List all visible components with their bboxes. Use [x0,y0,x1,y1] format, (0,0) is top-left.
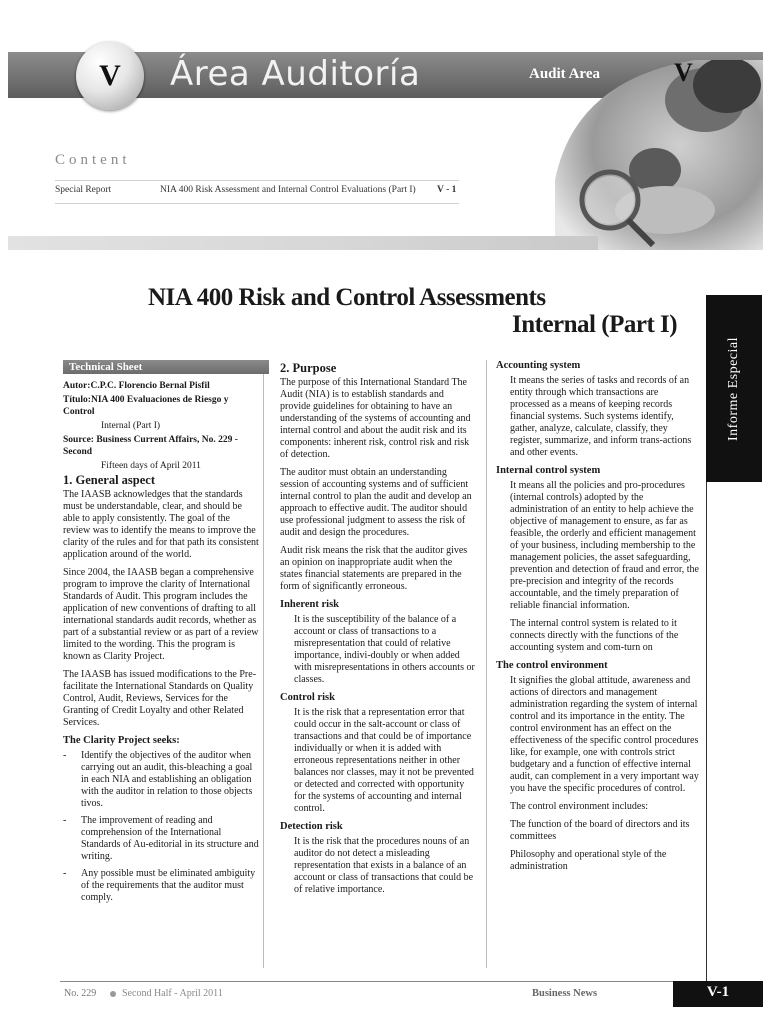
list-item: - Identify the objectives of the auditor when carrying out an audit, this-bleaching a goal in each NIA and establishing an obligation with the auditor in relation to those objects tivos. [63,750,253,809]
paragraph: It means the series of tasks and records of an entity through which transactions are processed as a means of keeping records financial systems. Such systems identify, gather, analyze, calculate, classify, they register, summarize, and inform trans-actions and other events. [510,375,692,458]
article-title-line2: Internal (Part I) [512,311,678,338]
footer-rule [60,981,706,982]
subheading: Control risk [280,692,335,703]
subheading: Detection risk [280,821,343,832]
issue-date: Second Half - April 2011 [122,988,223,999]
paragraph: It is the risk that a representation error that could occur in the salt-account or class of transactions and that could be of importance individually or when it is added with erroneous representations neither in other balances nor classes, may it not be prevented or detected and corrected with opportunity for the systems of accounting and internal control. [294,707,474,814]
article-title: NIA 400 Risk and Control Assessments [148,284,546,311]
section-badge [76,42,144,110]
section-letter-right: V [674,58,693,87]
title-line: Título:NIA 400 Evaluaciones de Riesgo y Control [63,395,229,417]
column-1 [63,360,259,909]
section-letter: V [99,59,121,92]
bullet-icon [110,991,116,997]
subheading: The Clarity Project seeks: [63,735,180,746]
paragraph: It signifies the global attitude, awareness and actions of directors and management administration regarding the system of internal control and its importance in the entity. The control environment has an effect on the effectiveness of the specific control procedures like, for example, one with controls strict budgetary and a function of effective internal audit, can complement in a very important way you have the specific procedures of control. [510,675,699,794]
toc-entry: NIA 400 Risk Assessment and Internal Control Evaluations (Part I) [160,185,416,195]
issue-number: No. 229 [64,988,97,999]
paragraph: The IAASB acknowledges that the standards must be understandable, clear, and should be able to apply consistently. The goal of the review was to identify the means to improve the clarity of the rules and for that path its consistent application around of the world. [63,489,259,560]
toc-page: V - 1 [437,185,457,195]
paragraph: The auditor must obtain an understanding session of accounting systems and of sufficient internal control to plan the audit and develop an approach to effective audit. The auditor should use professional judgment to assess the risk of audit and design the procedures. [280,467,472,538]
header-photo [555,60,763,250]
toc-section: Special Report [55,185,112,195]
magazine-name: Business News [532,988,598,999]
list-item: The function of the board of directors and its committees [510,819,690,842]
column-divider [263,360,264,968]
page-number: V-1 [706,984,730,1000]
source-line-cont: Fifteen days of April 2011 [101,461,201,471]
column-divider [706,482,707,982]
subheading: Accounting system [496,360,581,371]
paragraph: It means all the policies and pro-procedures (internal controls) adopted by the administration of an entity to help achieve the objective of management to ensure, as far as feasible, the orderly and efficient management of your business, including membership to the management policies, the asset safeguarding, prevention and detection of fraud and error, the pre-precision and integrity of the records accountable, and the timely preparation of reliable financial information. [510,480,699,611]
content-label: Content [55,152,131,168]
subheading: The control environment [496,660,608,671]
section-heading: 2. Purpose [280,361,337,375]
title-line-cont: Internal (Part I) [101,421,161,431]
paragraph: The IAASB has issued modifications to the Pre-facilitate the International Standards on Quality Control, Audit, Reviews, Services for the Granting of Credit Loyalty and other Related Services. [63,669,257,728]
subheading: Inherent risk [280,599,340,610]
paragraph: It is the risk that the procedures nouns of an auditor do not detect a misleading representation that exists in a balance of an account or class of transactions that could be of relative importance. [294,836,474,895]
paragraph: The internal control system is related to it connects directly with the functions of the accounting system and com-turn on [510,618,679,653]
list-item: - Any possible must be eliminated ambiguity of the requirements that the auditor must comply. [63,868,256,903]
side-tab-label-wrap [706,295,762,482]
area-title: Área Auditoría [170,54,421,94]
paragraph: The purpose of this International Standard The Audit (NIA) is to establish standards and provide guidelines for obtaining to have an understanding of the systems of accounting and internal control and about the audit risk and its components: inherent risk, control risk and risk of detection. [280,377,471,460]
column-divider [486,360,487,968]
paragraph: Since 2004, the IAASB began a comprehensive program to improve the clarity of International Standards of Audit. This program includes the application of new conventions of drafting to all international standards audit records, whether as part of a substantial review or as part of a review limited to the wording. This the program is known as Clarity Project. [63,567,259,662]
audit-area-label: Audit Area [529,66,600,82]
decorative-strip [8,236,598,250]
side-tab-label: Informe Especial [726,336,742,441]
source-line: Source: Business Current Affairs, No. 229 - Second [63,435,238,457]
author-line: Autor:C.P.C. Florencio Bernal Pisfil [63,381,210,391]
toc-row[interactable] [55,180,459,204]
paragraph: It is the susceptibility of the balance of a account or class of transactions to a misrepresentation that could of relative importance, indivi-doubly or when added with misrepresentations in others accounts or classes. [294,614,475,685]
subheading: Internal control system [496,465,601,476]
list-item: Philosophy and operational style of the administration [510,849,667,872]
column-2 [280,360,476,902]
paragraph: Audit risk means the risk that the auditor gives an opinion on inappropriate audit when the states financial statements are prepared in the form of significantly erroneous. [280,545,468,592]
technical-sheet-heading: Technical Sheet [63,360,269,374]
column-3 [496,356,700,879]
list-item: - The improvement of reading and comprehension of the International Standards of Au-editorial in its structure and writing. [63,815,259,862]
paragraph: The control environment includes: [510,801,649,812]
section-heading: 1. General aspect [63,473,155,487]
